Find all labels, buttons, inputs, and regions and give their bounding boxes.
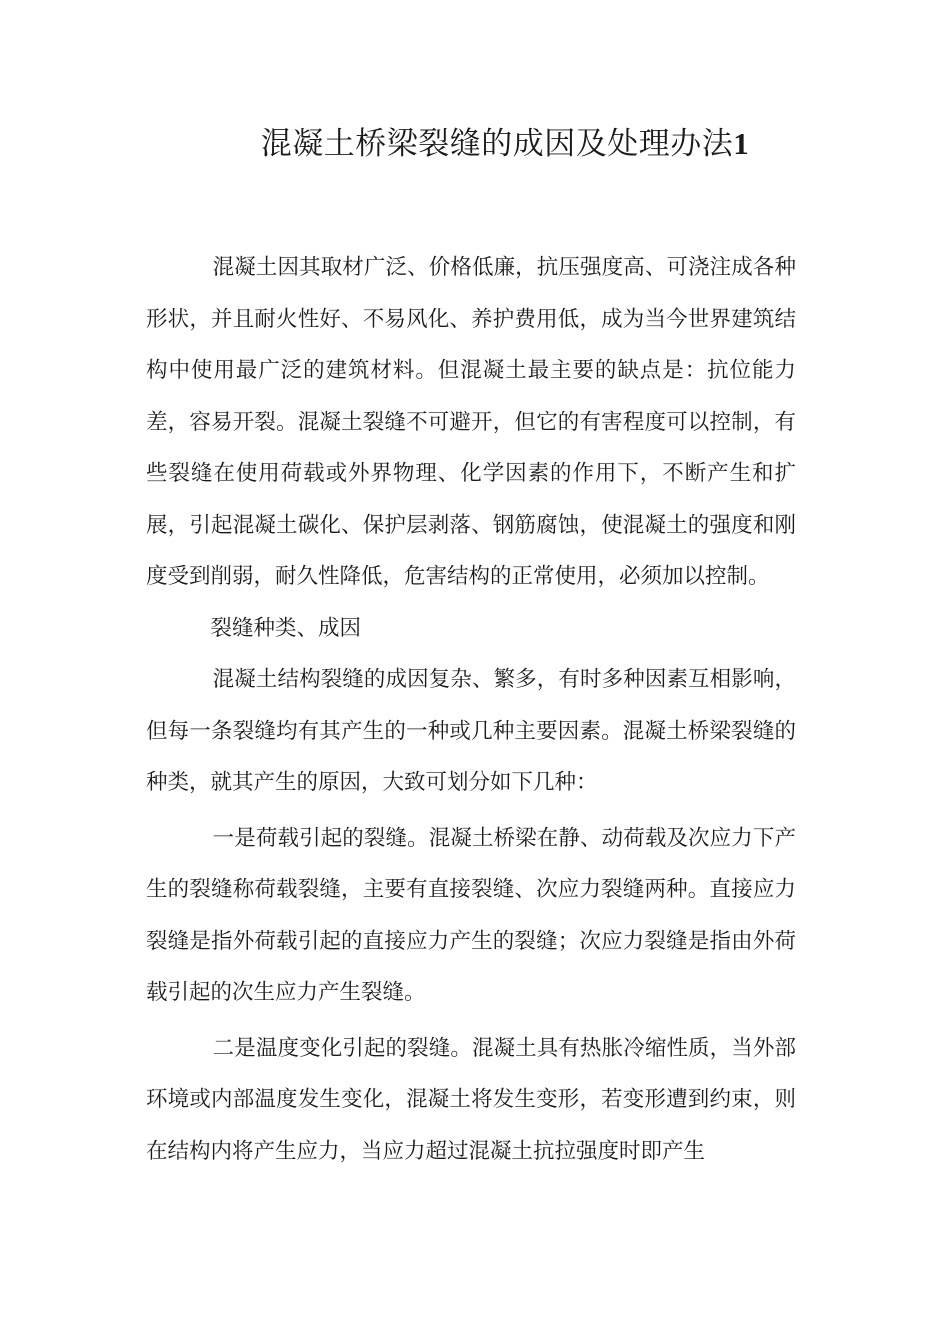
paragraph-load-cracks: 一是荷载引起的裂缝。混凝土桥梁在静、动荷载及次应力下产生的裂缝称荷载裂缝，主要有直接裂缝、次应力裂缝两种。直接应力裂缝是指外荷载引起的直接应力产生的裂缝；次应力裂缝是指由外荷载引起的次生应力产生裂缝。 (146, 825, 796, 1005)
title-number: 1 (733, 126, 750, 161)
paragraph-crack-causes: 混凝土结构裂缝的成因复杂、繁多，有时多种因素互相影响，但每一条裂缝均有其产生的一种或几种主要因素。混凝土桥梁裂缝的种类，就其产生的原因，大致可划分如下几种： (146, 667, 796, 795)
document-body (146, 242, 796, 1177)
title-text: 混凝土桥梁裂缝的成因及处理办法 (260, 126, 734, 162)
paragraph-temperature-cracks: 二是温度变化引起的裂缝。混凝土具有热胀冷缩性质，当外部环境或内部温度发生变化，混凝土将发生变形，若变形遭到约束，则在结构内将产生应力，当应力超过混凝土抗拉强度时即产生 (146, 1035, 796, 1164)
paragraph-intro: 混凝土因其取材广泛、价格低廉，抗压强度高、可浇注成各种形状，并且耐火性好、不易风化、养护费用低，成为当今世界建筑结构中使用最广泛的建筑材料。但混凝土最主要的缺点是：抗位能力差，容易开裂。混凝土裂缝不可避开，但它的有害程度可以控制，有些裂缝在使用荷载或外界物理、化学因素的作用下，不断产生和扩展，引起混凝土碳化、保护层剥落、钢筋腐蚀，使混凝土的强度和刚度受到削弱，耐久性降低，危害结构的正常使用，必须加以控制。 (146, 255, 796, 589)
document-title (0, 122, 950, 166)
section-heading-crack-types: 裂缝种类、成因 (210, 615, 362, 641)
